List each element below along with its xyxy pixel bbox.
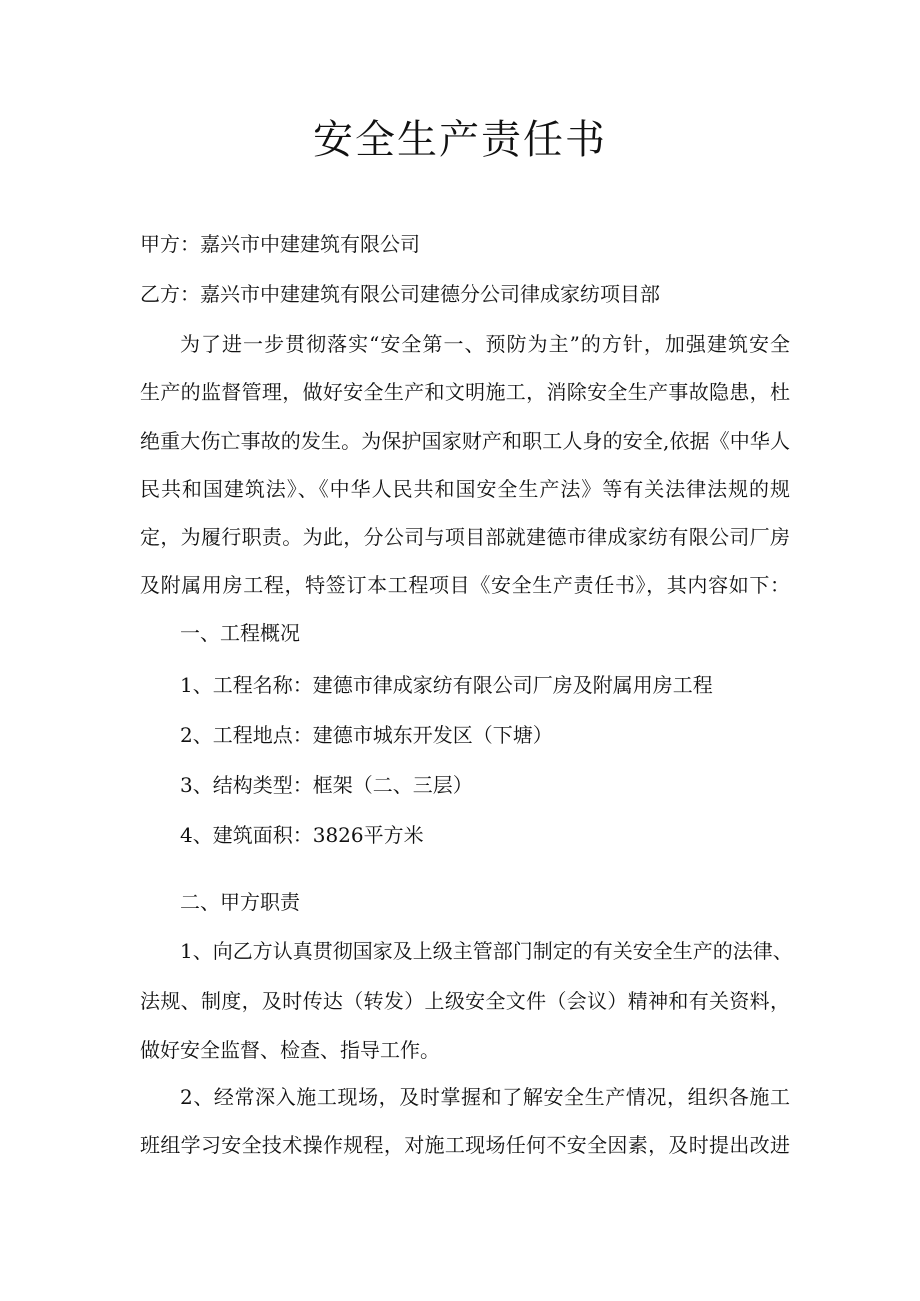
party-a: 甲方：嘉兴市中建建筑有限公司 bbox=[140, 232, 420, 256]
paragraph-line: 做好安全监督、检查、指导工作。 bbox=[140, 1038, 440, 1062]
party-b: 乙方：嘉兴市中建建筑有限公司建德分公司律成家纺项目部 bbox=[140, 282, 660, 306]
intro-line: 民共和国建筑法》、《中华人民共和国安全生产法》等有关法律法规的规 bbox=[140, 477, 790, 501]
intro-line: 生产的监督管理，做好安全生产和文明施工，消除安全生产事故隐患，杜 bbox=[140, 380, 790, 404]
paragraph-line: 班组学习安全技术操作规程，对施工现场任何不安全因素，及时提出改进 bbox=[140, 1133, 790, 1157]
list-item: 3、结构类型：框架（二、三层） bbox=[180, 773, 473, 797]
document-title: 安全生产责任书 bbox=[313, 117, 607, 163]
intro-line: 为了进一步贯彻落实“安全第一、预防为主”的方针，加强建筑安全 bbox=[180, 332, 790, 356]
intro-line: 及附属用房工程，特签订本工程项目《安全生产责任书》，其内容如下： bbox=[140, 573, 790, 597]
section-heading: 二、甲方职责 bbox=[180, 890, 300, 914]
section-heading: 一、工程概况 bbox=[180, 621, 300, 645]
list-item: 1、工程名称：建德市律成家纺有限公司厂房及附属用房工程 bbox=[180, 673, 713, 697]
intro-line: 定，为履行职责。为此，分公司与项目部就建德市律成家纺有限公司厂房 bbox=[140, 525, 790, 549]
paragraph-line: 2、经常深入施工现场，及时掌握和了解安全生产情况，组织各施工 bbox=[180, 1085, 790, 1109]
list-item: 4、建筑面积：3826平方米 bbox=[180, 823, 424, 847]
paragraph-line: 1、向乙方认真贯彻国家及上级主管部门制定的有关安全生产的法律、 bbox=[180, 939, 793, 963]
paragraph-line: 法规、制度，及时传达（转发）上级安全文件（会议）精神和有关资料， bbox=[140, 989, 790, 1013]
intro-line: 绝重大伤亡事故的发生。为保护国家财产和职工人身的安全,依据《中华人 bbox=[140, 429, 790, 453]
list-item: 2、工程地点：建德市城东开发区（下塘） bbox=[180, 723, 553, 747]
